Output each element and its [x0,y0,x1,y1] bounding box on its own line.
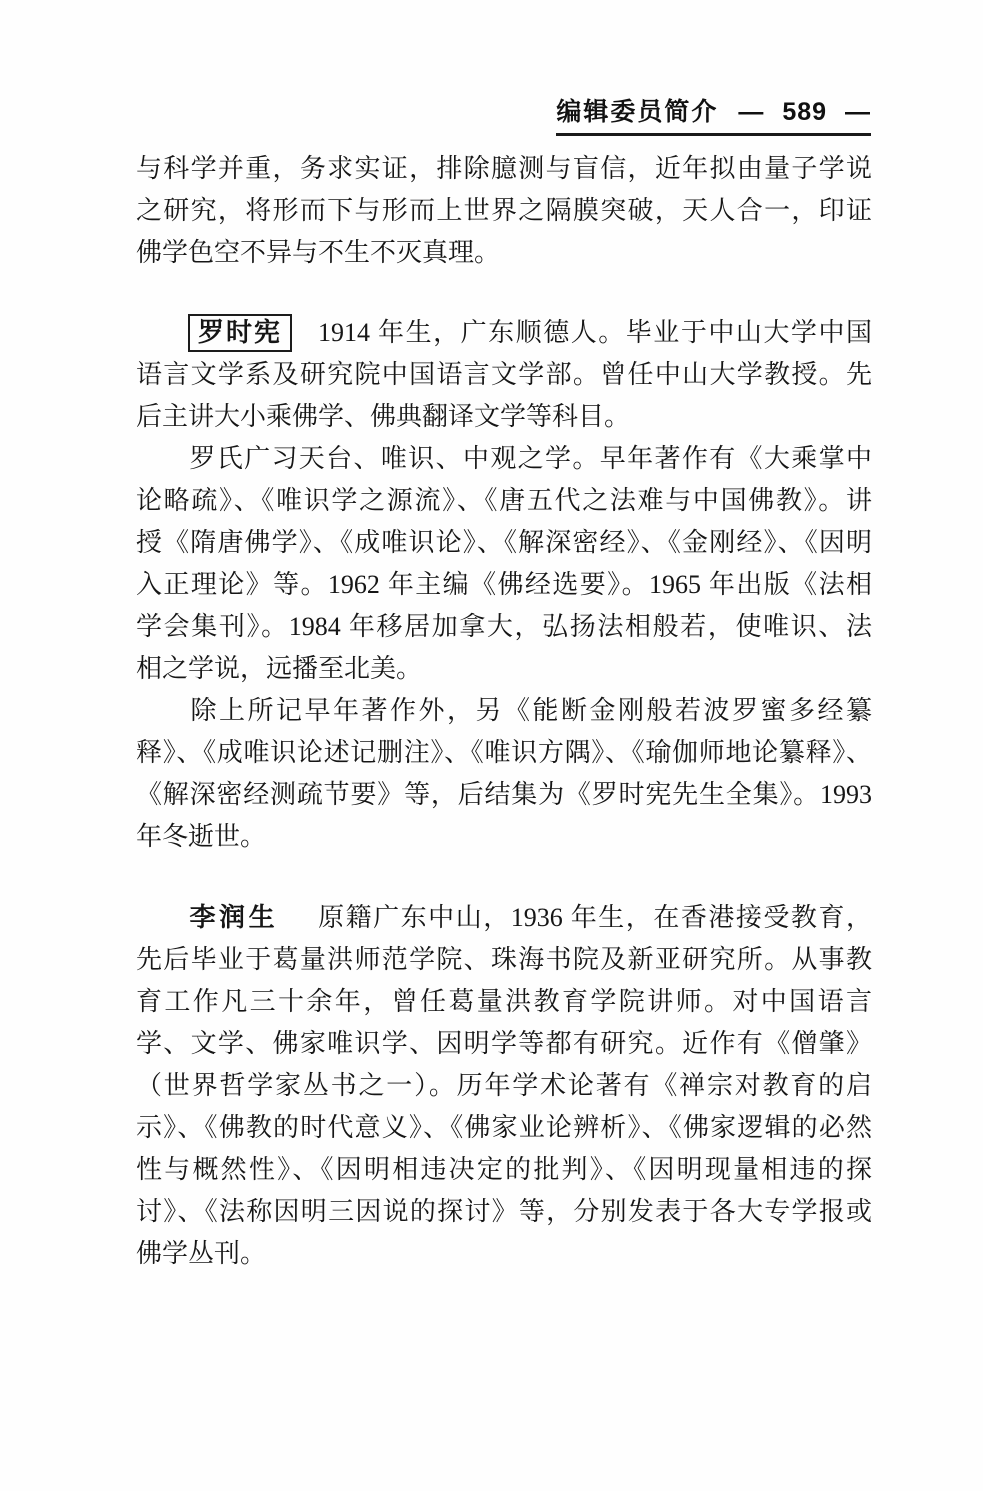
text-line: 学会集刊》。1984 年移居加拿大，弘扬法相般若，使唯识、法 [136,612,872,641]
paragraph-luo-shixian-later-works [136,690,872,858]
text-line: 育工作凡三十余年，曾任葛量洪教育学院讲师。对中国语言 [136,987,872,1016]
text-line: 《解深密经测疏节要》等，后结集为《罗时宪先生全集》。1993 [136,780,872,809]
text-line: 先后毕业于葛量洪师范学院、珠海书院及新亚研究所。从事教 [136,945,872,974]
person-name-li-runsheng: 李润生 [188,902,279,932]
text-line: 与科学并重，务求实证，排除臆测与盲信，近年拟由量子学说 [136,154,872,183]
header-title: 编辑委员简介 [556,98,719,126]
paragraph-li-runsheng [136,896,872,1275]
paragraph-luo-shixian-intro [136,312,872,438]
text-line: 除上所记早年著作外，另《能断金刚般若波罗蜜多经纂 [188,696,872,725]
text-line: 佛学色空不异与不生不灭真理。 [136,238,501,267]
text-line: 罗时宪 1914 年生，广东顺德人。毕业于中山大学中国 [136,312,872,354]
text-line: 论略疏》、《唯识学之源流》、《唐五代之法难与中国佛教》。讲 [136,486,872,515]
text-line: 示》、《佛教的时代意义》、《佛家业论辨析》、《佛家逻辑的必然 [136,1113,872,1142]
text-line: 讨》、《法称因明三因说的探讨》等，分别发表于各大专学报或 [136,1197,872,1226]
text-line: 释》、《成唯识论述记删注》、《唯识方隅》、《瑜伽师地论纂释》、 [136,738,872,767]
text-line: 年冬逝世。 [136,822,267,851]
text-line: 之研究，将形而下与形而上世界之隔膜突破，天人合一，印证 [136,196,872,225]
page-body [136,148,872,1275]
text-line: 后主讲大小乘佛学、佛典翻译文学等科目。 [136,402,631,431]
text-line: 语言文学系及研究院中国语言文学部。曾任中山大学教授。先 [136,360,872,389]
text-line: 入正理论》等。1962 年主编《佛经选要》。1965 年出版《法相 [136,570,872,599]
text-line: 罗氏广习天台、唯识、中观之学。早年著作有《大乘掌中 [188,444,872,473]
text-line: 相之学说，远播至北美。 [136,654,423,683]
text-line: 学、文学、佛家唯识学、因明学等都有研究。近作有《僧肇》 [136,1029,872,1058]
text-line: （世界哲学家丛书之一）。历年学术论著有《禅宗对教育的启 [136,1071,872,1100]
text-line: 授《隋唐佛学》、《成唯识论》、《解深密经》、《金刚经》、《因明 [136,528,872,557]
page-number: — 589 — [738,98,871,126]
text-line: 李润生 原籍广东中山，1936 年生，在香港接受教育， [188,902,872,932]
text-line: 性与概然性》、《因明相违决定的批判》、《因明现量相违的探 [136,1155,872,1184]
person-name-luo-shixian: 罗时宪 [188,314,292,352]
paragraph-luo-shixian-works [136,438,872,690]
running-header [556,97,871,136]
text-line: 佛学丛刊。 [136,1239,267,1268]
paragraph-continuation [136,148,872,274]
